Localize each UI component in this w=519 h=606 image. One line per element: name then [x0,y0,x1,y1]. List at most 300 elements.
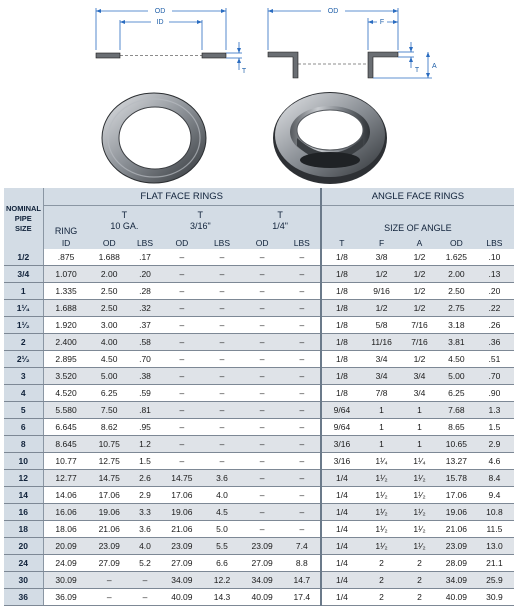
cell-316-lbs: – [204,368,241,385]
cell-10ga-od: – [89,572,130,589]
ring-drawings [0,0,519,188]
cell-10ga-lbs: .95 [130,419,160,436]
cell-angle-od: 19.06 [438,504,475,521]
cell-angle-lbs: 30.9 [475,589,514,606]
ring-spec-table [4,188,514,606]
table-row [4,538,514,555]
cell-10ga-od: 2.50 [89,283,130,300]
cell-10ga-lbs: .58 [130,334,160,351]
cell-14-lbs: – [284,351,321,368]
cell-10ga-od: 21.06 [89,521,130,538]
cell-angle-f: 3/8 [362,249,401,266]
cell-10ga-od: 4.50 [89,351,130,368]
cell-316-lbs: – [204,453,241,470]
cell-316-od: – [160,453,203,470]
cell-nps: 2 [4,334,43,351]
cell-nps: 18 [4,521,43,538]
cell-316-lbs: 4.0 [204,487,241,504]
cell-316-od: – [160,300,203,317]
cell-316-od: 17.06 [160,487,203,504]
cell-14-lbs: – [284,368,321,385]
cell-316-od: – [160,368,203,385]
cell-10ga-lbs: – [130,589,160,606]
cell-316-od: – [160,249,203,266]
cell-316-od: 19.06 [160,504,203,521]
cell-angle-od: 2.75 [438,300,475,317]
cell-angle-a: 1¹⁄₂ [401,504,438,521]
cell-ring-id: 36.09 [43,589,89,606]
cell-10ga-lbs: 4.0 [130,538,160,555]
cell-angle-a: 3/4 [401,368,438,385]
cell-angle-t: 1/8 [321,283,362,300]
cell-316-lbs: 3.6 [204,470,241,487]
cell-14-lbs: – [284,385,321,402]
table-row [4,470,514,487]
angle-ring-section-drawing [268,5,437,78]
cell-10ga-lbs: 2.6 [130,470,160,487]
cell-angle-lbs: 10.8 [475,504,514,521]
cell-14-lbs: – [284,266,321,283]
cell-nps: 24 [4,555,43,572]
subheader-14-lbs: LBS [284,236,321,249]
cell-316-lbs: – [204,436,241,453]
header-t-10ga-gauge: 10 GA. [110,221,139,231]
cell-angle-t: 1/8 [321,351,362,368]
cell-angle-t: 1/8 [321,300,362,317]
cell-14-lbs: 7.4 [284,538,321,555]
cell-ring-id: 20.09 [43,538,89,555]
cell-ring-id: 8.645 [43,436,89,453]
cell-10ga-lbs: .38 [130,368,160,385]
cell-10ga-od: 19.06 [89,504,130,521]
cell-10ga-lbs: 2.9 [130,487,160,504]
cell-316-od: 21.06 [160,521,203,538]
cell-316-lbs: – [204,351,241,368]
cell-316-lbs: 6.6 [204,555,241,572]
cell-316-lbs: – [204,283,241,300]
cell-14-lbs: – [284,504,321,521]
cell-10ga-lbs: 5.2 [130,555,160,572]
cell-angle-lbs: 2.9 [475,436,514,453]
cell-angle-lbs: .36 [475,334,514,351]
cell-14-od: – [240,283,283,300]
cell-316-od: 14.75 [160,470,203,487]
table-row [4,402,514,419]
cell-nps: 2¹⁄₂ [4,351,43,368]
header-t-10ga-t: T [121,210,128,220]
cell-angle-t: 1/4 [321,504,362,521]
cell-14-lbs: – [284,470,321,487]
cell-angle-a: 1¹⁄₄ [401,453,438,470]
cell-angle-f: 5/8 [362,317,401,334]
cell-angle-a: 1 [401,402,438,419]
header-t-1-4-t: T [277,210,283,220]
cell-angle-a: 1 [401,436,438,453]
cell-angle-a: 2 [401,589,438,606]
table-row [4,266,514,283]
cell-14-lbs: – [284,419,321,436]
cell-nps: 6 [4,419,43,436]
cell-316-lbs: – [204,249,241,266]
cell-316-od: – [160,436,203,453]
cell-316-od: 40.09 [160,589,203,606]
cell-nps: 14 [4,487,43,504]
cell-angle-od: 34.09 [438,572,475,589]
cell-14-lbs: – [284,436,321,453]
cell-10ga-od: 14.75 [89,470,130,487]
cell-angle-lbs: 1.5 [475,419,514,436]
table-row [4,521,514,538]
cell-angle-a: 1¹⁄₂ [401,521,438,538]
cell-14-od: 34.09 [240,572,283,589]
cell-ring-id: 4.520 [43,385,89,402]
cell-nps: 1 [4,283,43,300]
header-ring: RING [43,206,89,237]
cell-angle-od: 40.09 [438,589,475,606]
cell-angle-a: 1 [401,419,438,436]
cell-angle-a: 1¹⁄₂ [401,538,438,555]
cell-14-od: – [240,317,283,334]
cell-angle-f: 1 [362,402,401,419]
cell-angle-f: 1¹⁄₂ [362,521,401,538]
cell-14-od: – [240,487,283,504]
cell-14-od: – [240,300,283,317]
cell-10ga-lbs: – [130,572,160,589]
cell-nps: 1¹⁄₂ [4,317,43,334]
table-row [4,368,514,385]
cell-angle-lbs: 11.5 [475,521,514,538]
cell-ring-id: 24.09 [43,555,89,572]
cell-angle-od: 7.68 [438,402,475,419]
cell-angle-f: 9/16 [362,283,401,300]
cell-14-lbs: 17.4 [284,589,321,606]
subheader-row [4,236,514,249]
header-angle-face-rings: ANGLE FACE RINGS [321,188,514,206]
cell-angle-a: 1/2 [401,249,438,266]
cell-nps: 30 [4,572,43,589]
cell-ring-id: 1.920 [43,317,89,334]
cell-angle-od: 28.09 [438,555,475,572]
cell-316-lbs: 4.5 [204,504,241,521]
cell-14-od: 23.09 [240,538,283,555]
cell-14-od: – [240,249,283,266]
table-row [4,436,514,453]
cell-nps: 12 [4,470,43,487]
angle-od-label: OD [327,8,339,15]
cell-angle-a: 7/16 [401,317,438,334]
cell-10ga-od: 3.00 [89,317,130,334]
cell-angle-t: 1/4 [321,589,362,606]
cell-316-lbs: – [204,385,241,402]
angle-t-label: T [414,67,420,74]
cell-316-od: – [160,334,203,351]
subheader-angle-od: OD [438,236,475,249]
cell-316-lbs: 5.5 [204,538,241,555]
cell-angle-lbs: .26 [475,317,514,334]
cell-angle-t: 1/8 [321,334,362,351]
cell-angle-lbs: 21.1 [475,555,514,572]
cell-10ga-od: 10.75 [89,436,130,453]
cell-nps: 20 [4,538,43,555]
cell-316-lbs: 14.3 [204,589,241,606]
cell-10ga-lbs: .59 [130,385,160,402]
cell-316-od: – [160,419,203,436]
cell-10ga-od: – [89,589,130,606]
cell-10ga-od: 1.688 [89,249,130,266]
cell-angle-t: 9/64 [321,419,362,436]
flat-id-label: ID [156,19,164,26]
cell-angle-lbs: 8.4 [475,470,514,487]
cell-316-od: 23.09 [160,538,203,555]
cell-14-lbs: – [284,402,321,419]
cell-angle-f: 1¹⁄₂ [362,504,401,521]
table-row [4,419,514,436]
cell-14-od: – [240,470,283,487]
table-row [4,300,514,317]
cell-angle-f: 1/2 [362,266,401,283]
cell-ring-id: 16.06 [43,504,89,521]
subheader-ring-id: ID [43,236,89,249]
cell-angle-f: 1¹⁄₂ [362,487,401,504]
table-body [4,249,514,606]
cell-10ga-od: 4.00 [89,334,130,351]
cell-angle-f: 2 [362,589,401,606]
cell-nps: 3/4 [4,266,43,283]
cell-angle-od: 2.00 [438,266,475,283]
cell-10ga-od: 5.00 [89,368,130,385]
cell-angle-od: 1.625 [438,249,475,266]
subheader-10ga-od: OD [89,236,130,249]
flat-od-label: OD [154,8,166,15]
cell-nps: 10 [4,453,43,470]
cell-angle-lbs: .90 [475,385,514,402]
cell-angle-f: 7/8 [362,385,401,402]
cell-14-od: – [240,334,283,351]
header-flat-face-rings: FLAT FACE RINGS [43,188,321,206]
header-t-3-16-size: 3/16" [189,221,211,231]
cell-14-od: – [240,402,283,419]
cell-angle-t: 1/4 [321,470,362,487]
table-row [4,572,514,589]
cell-angle-f: 11/16 [362,334,401,351]
cell-10ga-lbs: .70 [130,351,160,368]
cell-ring-id: 2.895 [43,351,89,368]
cell-angle-t: 1/4 [321,572,362,589]
cell-316-lbs: 12.2 [204,572,241,589]
cell-angle-t: 1/8 [321,368,362,385]
cell-angle-f: 3/4 [362,368,401,385]
cell-angle-t: 1/8 [321,385,362,402]
cell-angle-od: 8.65 [438,419,475,436]
cell-10ga-od: 27.09 [89,555,130,572]
cell-angle-a: 7/16 [401,334,438,351]
cell-ring-id: 1.335 [43,283,89,300]
cell-angle-f: 1/2 [362,300,401,317]
cell-10ga-od: 6.25 [89,385,130,402]
header-size-of-angle: SIZE OF ANGLE [321,206,514,237]
table-row [4,589,514,606]
table-row [4,555,514,572]
cell-10ga-lbs: .32 [130,300,160,317]
cell-10ga-od: 8.62 [89,419,130,436]
cell-14-lbs: – [284,300,321,317]
subheader-14-od: OD [240,236,283,249]
cell-ring-id: 10.77 [43,453,89,470]
angle-face-ring-photo [273,92,387,184]
header-nps-line1: NOMINAL [6,203,41,213]
cell-angle-a: 2 [401,572,438,589]
cell-10ga-od: 7.50 [89,402,130,419]
cell-316-lbs: 5.0 [204,521,241,538]
cell-14-lbs: – [284,317,321,334]
cell-angle-lbs: .13 [475,266,514,283]
cell-angle-a: 1¹⁄₂ [401,470,438,487]
cell-angle-t: 1/4 [321,538,362,555]
angle-f-label: F [379,19,385,26]
table-row [4,487,514,504]
cell-10ga-lbs: 1.2 [130,436,160,453]
cell-angle-a: 1/2 [401,300,438,317]
cell-14-lbs: – [284,283,321,300]
header-t-3-16-t: T [197,210,204,220]
table-row [4,385,514,402]
cell-angle-f: 1 [362,436,401,453]
cell-angle-od: 21.06 [438,521,475,538]
cell-14-lbs: – [284,334,321,351]
cell-14-lbs: 8.8 [284,555,321,572]
cell-14-od: – [240,453,283,470]
cell-316-od: – [160,266,203,283]
cell-316-lbs: – [204,266,241,283]
cell-angle-od: 23.09 [438,538,475,555]
cell-14-od: 40.09 [240,589,283,606]
header-t-10ga [89,206,161,237]
cell-angle-lbs: 25.9 [475,572,514,589]
cell-angle-lbs: .10 [475,249,514,266]
cell-ring-id: 5.580 [43,402,89,419]
cell-10ga-lbs: 3.3 [130,504,160,521]
cell-angle-a: 3/4 [401,385,438,402]
table-row [4,351,514,368]
subheader-angle-t: T [321,236,362,249]
cell-10ga-od: 23.09 [89,538,130,555]
cell-angle-f: 3/4 [362,351,401,368]
flat-face-ring-photo [102,93,206,183]
cell-angle-t: 1/8 [321,266,362,283]
cell-14-lbs: 14.7 [284,572,321,589]
cell-angle-od: 6.25 [438,385,475,402]
cell-14-od: – [240,504,283,521]
cell-angle-a: 1/2 [401,266,438,283]
cell-316-od: 34.09 [160,572,203,589]
cell-10ga-lbs: 3.6 [130,521,160,538]
cell-nps: 1¹⁄₄ [4,300,43,317]
cell-ring-id: 1.688 [43,300,89,317]
header-t-1-4-size: 1/4" [272,221,288,231]
table-row [4,249,514,266]
cell-angle-t: 9/64 [321,402,362,419]
cell-10ga-lbs: .28 [130,283,160,300]
table-row [4,283,514,300]
subheader-10ga-lbs: LBS [130,236,160,249]
cell-angle-a: 1¹⁄₂ [401,487,438,504]
cell-angle-lbs: 9.4 [475,487,514,504]
header-nps-line3: SIZE [14,223,32,233]
cell-14-lbs: – [284,521,321,538]
cell-angle-lbs: 13.0 [475,538,514,555]
cell-10ga-lbs: .20 [130,266,160,283]
subheader-316-lbs: LBS [204,236,241,249]
cell-10ga-od: 17.06 [89,487,130,504]
cell-14-od: – [240,351,283,368]
cell-nps: 16 [4,504,43,521]
cell-14-od: – [240,521,283,538]
cell-angle-od: 4.50 [438,351,475,368]
header-t-1-4 [240,206,320,237]
cell-angle-t: 1/4 [321,555,362,572]
cell-angle-f: 1¹⁄₄ [362,453,401,470]
cell-10ga-lbs: .81 [130,402,160,419]
cell-angle-a: 1/2 [401,351,438,368]
cell-nps: 3 [4,368,43,385]
cell-nps: 1/2 [4,249,43,266]
cell-angle-od: 5.00 [438,368,475,385]
cell-angle-od: 3.18 [438,317,475,334]
cell-angle-f: 1¹⁄₂ [362,470,401,487]
subheader-angle-a: A [401,236,438,249]
cell-316-od: – [160,385,203,402]
cell-316-lbs: – [204,334,241,351]
cell-ring-id: 12.77 [43,470,89,487]
cell-angle-t: 3/16 [321,453,362,470]
header-nps-line2: PIPE [14,213,32,223]
flat-t-label: T [241,68,247,75]
cell-nps: 5 [4,402,43,419]
table-row [4,453,514,470]
cell-316-od: – [160,283,203,300]
subheader-angle-lbs: LBS [475,236,514,249]
cell-angle-lbs: .70 [475,368,514,385]
cell-angle-od: 17.06 [438,487,475,504]
cell-angle-t: 1/4 [321,487,362,504]
cell-angle-lbs: 1.3 [475,402,514,419]
table-row [4,317,514,334]
cell-316-od: – [160,317,203,334]
cell-angle-t: 1/8 [321,317,362,334]
header-nominal-pipe-size [4,188,43,249]
cell-angle-lbs: .51 [475,351,514,368]
cell-angle-t: 1/8 [321,249,362,266]
cell-316-lbs: – [204,419,241,436]
cell-10ga-lbs: 1.5 [130,453,160,470]
cell-10ga-lbs: .17 [130,249,160,266]
cell-angle-od: 15.78 [438,470,475,487]
cell-316-lbs: – [204,402,241,419]
cell-ring-id: 30.09 [43,572,89,589]
cell-ring-id: 14.06 [43,487,89,504]
cell-nps: 36 [4,589,43,606]
header-t-3-16 [160,206,240,237]
cell-10ga-od: 2.00 [89,266,130,283]
cell-316-od: 27.09 [160,555,203,572]
cell-10ga-od: 2.50 [89,300,130,317]
cell-14-od: – [240,266,283,283]
table-row [4,504,514,521]
cell-angle-f: 2 [362,572,401,589]
cell-angle-a: 2 [401,555,438,572]
cell-14-od: – [240,385,283,402]
cell-14-lbs: – [284,453,321,470]
